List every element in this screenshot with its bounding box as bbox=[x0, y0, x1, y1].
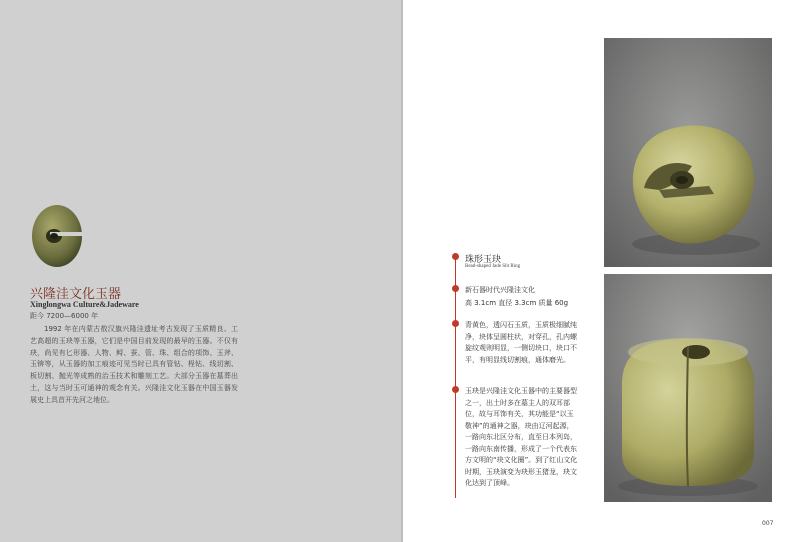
section-date-range: 距今 7200—6000 年 bbox=[30, 312, 99, 320]
jade-ring-thumbnail bbox=[30, 198, 84, 268]
object-title: 珠形玉玦 bbox=[465, 255, 502, 265]
timeline-dot-period bbox=[452, 285, 459, 292]
timeline-dot-note bbox=[452, 386, 459, 393]
page-number: 007 bbox=[762, 520, 774, 527]
jade-photo-side-view bbox=[604, 38, 772, 267]
object-period: 新石器时代兴隆洼文化 bbox=[465, 286, 535, 294]
object-subtitle: Bead-shaped Jade Slit Ring bbox=[465, 264, 521, 269]
jade-photo-front-view bbox=[604, 274, 772, 502]
timeline-dot-title bbox=[452, 253, 459, 260]
object-description: 青黄色，透闪石玉质，玉质极细腻纯净，块体呈圆柱状，对穿孔，孔内螺旋纹观则明显，一侧切块口，块口不平，有明显线切割痕，通体磨光。 bbox=[465, 321, 577, 364]
section-subtitle: Xinglongwa Culture&Jadeware bbox=[30, 300, 139, 309]
timeline-dot-description bbox=[452, 320, 459, 327]
object-note: 玉玦是兴隆洼文化玉器中的主要器型之一，出土时多在墓主人的双耳部位，故与耳饰有关，其功能是“以玉敬神”的通神之器，玦由辽河起源，一路向东北区分布，直至日本列岛，一路向东南传播，形成了一个代表东方文明的“玦文化圈”。到了红山文化时期，玉玦演变为玦形玉猪龙，玦文化达到了顶峰。 bbox=[465, 387, 578, 487]
timeline-line bbox=[455, 258, 456, 498]
object-dimensions: 高 3.1cm 直径 3.3cm 质量 60g bbox=[465, 299, 569, 307]
intro-paragraph: 1992 年在内蒙古敖汉旗兴隆洼遗址考古发现了玉质精良、工艺高超的玉玦等玉器，它们是中国目前发现的最早的玉器。不仅有玦，尚见有匕形器、人物、鲟、蚕、管、珠、组合的项饰、玉斧、玉锛等，从玉器的加工痕迹可见当时已具有管钻、桯钻、线切割、板切割、抛光等成熟的治玉技术和雕刻工艺。大部分玉器在墓葬出土，这与当时玉可通神的观念有关。兴隆洼文化玉器在中国玉器发展史上具首开先河之地位。 bbox=[30, 325, 238, 404]
section-title: 兴隆洼文化玉器 bbox=[30, 287, 122, 302]
